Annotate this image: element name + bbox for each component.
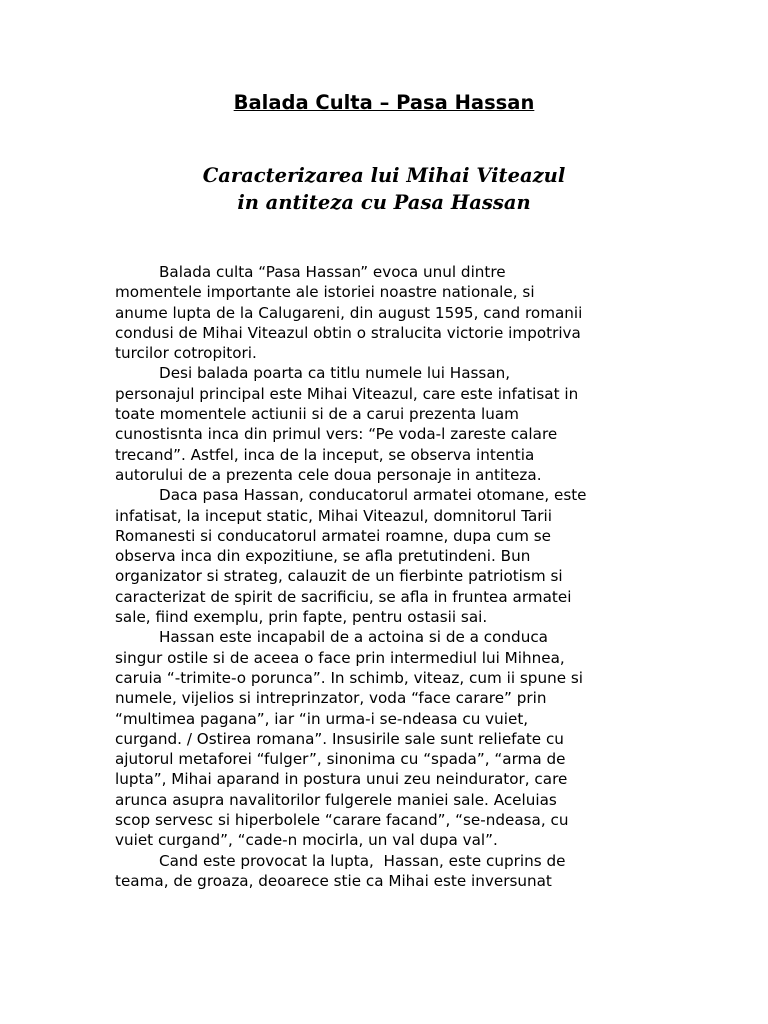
body-line: Daca pasa Hassan, conducatorul armatei otomane, este bbox=[159, 486, 587, 505]
body-line: cunostisnta inca din primul vers: “Pe voda-l zareste calare bbox=[115, 425, 558, 444]
body-line: autorului de a prezenta cele doua personaje in antiteza. bbox=[115, 465, 542, 484]
body-line: turcilor cotropitori. bbox=[115, 344, 257, 363]
body-line: curgand. / Ostirea romana”. Insusirile sale sunt reliefate cu bbox=[115, 729, 564, 748]
body-line: caruia “-trimite-o porunca”. In schimb, viteaz, cum ii spune si bbox=[115, 668, 583, 687]
document-body bbox=[115, 262, 660, 891]
document-subtitle bbox=[0, 162, 768, 216]
subtitle-line: Caracterizarea lui Mihai Viteazul bbox=[202, 164, 566, 187]
body-line: Cand este provocat la lupta, Hassan, este cuprins de bbox=[159, 851, 566, 870]
body-line: scop servesc si hiperbolele “carare facand”, “se-ndeasa, cu bbox=[115, 811, 569, 830]
body-line: lupta”, Mihai aparand in postura unui zeu neindurator, care bbox=[115, 770, 568, 789]
body-line: sale, fiind exemplu, prin fapte, pentru ostasii sai. bbox=[115, 608, 488, 627]
body-line: organizator si strateg, calauzit de un fierbinte patriotism si bbox=[115, 567, 563, 586]
document-title: Balada Culta – Pasa Hassan bbox=[233, 91, 535, 114]
body-line: Hassan este incapabil de a actoina si de a conduca bbox=[159, 628, 548, 647]
body-line: toate momentele actiunii si de a carui prezenta luam bbox=[115, 405, 519, 424]
body-line: infatisat, la inceput static, Mihai Viteazul, domnitorul Tarii bbox=[115, 506, 552, 525]
subtitle-line: in antiteza cu Pasa Hassan bbox=[237, 191, 531, 214]
body-line: momentele importante ale istoriei noastre nationale, si bbox=[115, 283, 535, 302]
body-line: Romanesti si conducatorul armatei roamne, dupa cum se bbox=[115, 526, 552, 545]
body-line: anume lupta de la Calugareni, din august 1595, cand romanii bbox=[115, 303, 583, 322]
body-line: trecand”. Astfel, inca de la inceput, se observa intentia bbox=[115, 445, 535, 464]
body-line: “multimea pagana”, iar “in urma-i se-ndeasa cu vuiet, bbox=[115, 709, 529, 728]
body-line: Desi balada poarta ca titlu numele lui Hassan, bbox=[159, 364, 511, 383]
body-line: vuiet curgand”, “cade-n mocirla, un val dupa val”. bbox=[115, 831, 498, 850]
body-line: caracterizat de spirit de sacrificiu, se afla in fruntea armatei bbox=[115, 587, 572, 606]
body-line: Balada culta “Pasa Hassan” evoca unul dintre bbox=[159, 263, 506, 281]
body-line: arunca asupra navalitorilor fulgerele maniei sale. Aceluias bbox=[115, 790, 557, 809]
body-line: singur ostile si de aceea o face prin intermediul lui Mihnea, bbox=[115, 648, 565, 667]
body-line: observa inca din expozitiune, se afla pretutindeni. Bun bbox=[115, 547, 531, 566]
body-line: condusi de Mihai Viteazul obtin o stralucita victorie impotriva bbox=[115, 323, 581, 342]
body-line: ajutorul metaforei “fulger”, sinonima cu “spada”, “arma de bbox=[115, 750, 566, 769]
body-line: personajul principal este Mihai Viteazul, care este infatisat in bbox=[115, 384, 579, 403]
body-line: numele, vijelios si intreprinzator, voda “face carare” prin bbox=[115, 689, 547, 708]
body-line: teama, de groaza, deoarece stie ca Mihai este inversunat bbox=[115, 871, 552, 890]
